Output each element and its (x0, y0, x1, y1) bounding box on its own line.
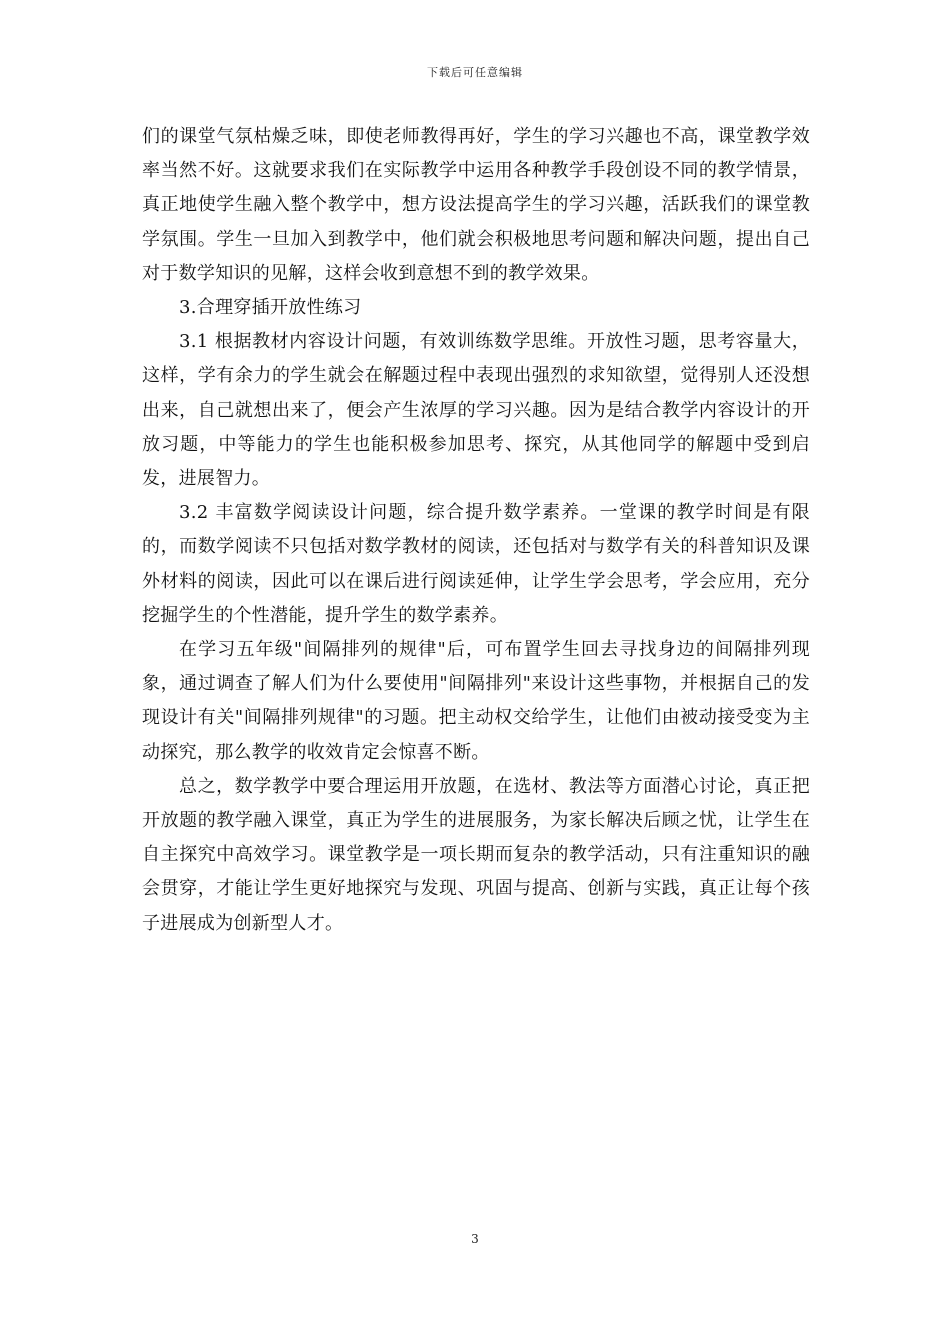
paragraph-conclusion: 总之，数学教学中要合理运用开放题，在选材、教法等方面潜心讨论，真正把开放题的教学融入课堂，真正为学生的进展服务，为家长解决后顾之忧，让学生在自主探究中高效学习。课堂教学是一项长期而复杂的教学活动，只有注重知识的融会贯穿，才能让学生更好地探究与发现、巩固与提高、创新与实践，真正让每个孩子进展成为创新型人才。 (142, 775, 810, 934)
page-header: 下载后可任意编辑 (427, 66, 523, 79)
page-number: 3 (471, 1232, 479, 1246)
paragraph-example: 在学习五年级"间隔排列的规律"后，可布置学生回去寻找身边的间隔排列现象，通过调查了解人们为什么要使用"间隔排列"来设计这些事物，并根据自己的发现设计有关"间隔排列规律"的习题。把主动权交给学生，让他们由被动接受变为主动探究，那么教学的收效肯定会惊喜不断。 (142, 639, 810, 763)
paragraph-3-2: 3.2 丰富数学阅读设计问题，综合提升数学素养。一堂课的教学时间是有限的，而数学阅读不只包括对数学教材的阅读，还包括对与数学有关的科普知识及课外材料的阅读，因此可以在课后进行阅读延伸，让学生学会思考，学会应用，充分挖掘学生的个性潜能，提升学生的数学素养。 (142, 502, 810, 626)
paragraph-1: 们的课堂气氛枯燥乏味，即使老师教得再好，学生的学习兴趣也不高，课堂教学效率当然不好。这就要求我们在实际教学中运用各种教学手段创设不同的教学情景，真正地使学生融入整个教学中，想方设法提高学生的学习兴趣，活跃我们的课堂教学氛围。学生一旦加入到教学中，他们就会积极地思考问题和解决问题，提出自己对于数学知识的见解，这样会收到意想不到的教学效果。 (142, 126, 810, 284)
section-heading-3: 3.合理穿插开放性练习 (179, 297, 362, 319)
body-text (142, 120, 810, 941)
paragraph-3-1: 3.1 根据教材内容设计问题，有效训练数学思维。开放性习题，思考容量大，这样，学有余力的学生就会在解题过程中表现出强烈的求知欲望，觉得别人还没想出来，自己就想出来了，便会产生浓厚的学习兴趣。因为是结合教学内容设计的开放习题，中等能力的学生也能积极参加思考、探究，从其他同学的解题中受到启发，进展智力。 (142, 331, 810, 490)
